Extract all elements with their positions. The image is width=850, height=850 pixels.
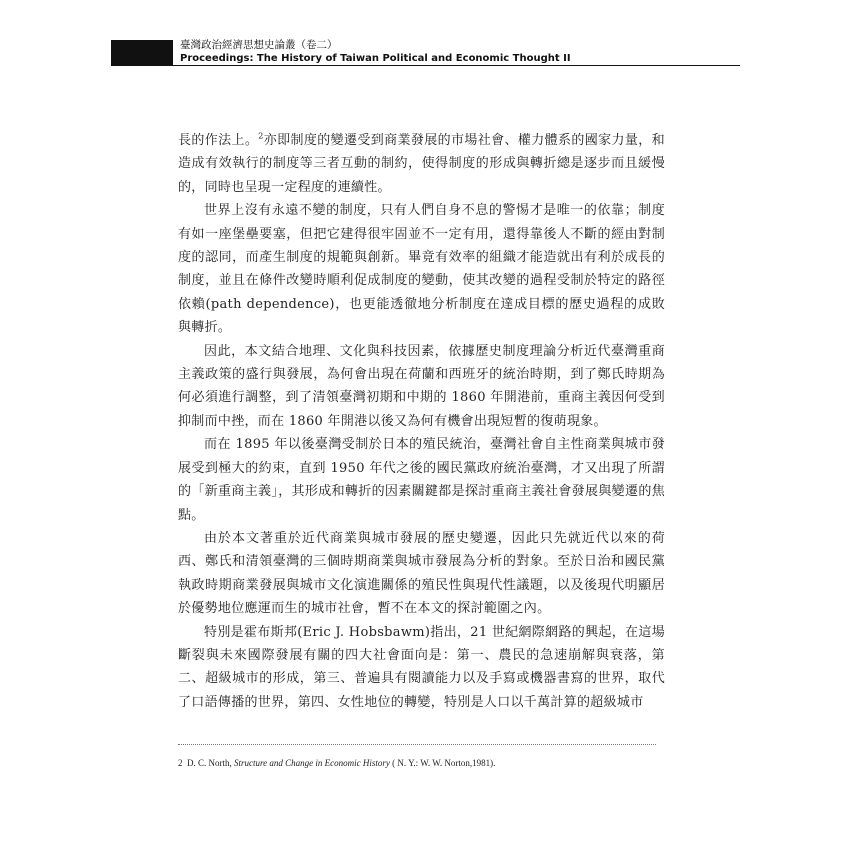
footnote-ref[interactable]: 2	[258, 131, 264, 141]
paragraph-1-start: 長的作法上。	[178, 133, 259, 148]
footnote	[178, 757, 678, 769]
paragraph-1-rest: 亦即制度的變遷受到商業發展的市場社會、權力體系的國家力量，和造成有效執行的制度等三者互動的制約，使得制度的形成與轉折總是逐步而且緩慢的，同時也呈現一定程度的連續性。	[178, 133, 665, 195]
footnote-separator	[178, 744, 656, 745]
footnote-book-title: Structure and Change in Economic History	[234, 758, 390, 768]
paragraph-4: 而在 1895 年以後臺灣受制於日本的殖民統治，臺灣社會自主性商業與城市發展受到極大的約束，直到 1950 年代之後的國民黨政府統治臺灣，才又出現了所謂的「新重商主義」，其形成和轉折的因素關鍵都是探討重商主義社會發展與變遷的焦點。	[178, 437, 665, 523]
header-title-en: Proceedings: The History of Taiwan Political and Economic Thought II	[180, 53, 571, 64]
paragraph-5: 由於本文著重於近代商業與城市發展的歷史變遷，因此只先就近代以來的荷西、鄭氏和清領臺灣的三個時期商業與城市發展為分析的對象。至於日治和國民黨執政時期商業發展與城市文化演進關係的殖民性與現代性議題，以及後現代明顯居於優勢地位應運而生的城市社會，暫不在本文的探討範圍之內。	[178, 530, 665, 617]
paragraph-3: 因此，本文結合地理、文化與科技因素，依據歷史制度理論分析近代臺灣重商主義政策的盛行與發展，為何會出現在荷蘭和西班牙的統治時期，到了鄭氏時期為何必須進行調整，到了清領臺灣初期和中期的 1860 年開港前，重商主義因何受到抑制而中挫，而在 1860 年開港以後又為何有機會出現短暫的復萌現象。	[178, 343, 665, 429]
paragraph-6: 特別是霍布斯邦(Eric J. Hobsbawm)指出，21 世紀網際網路的興起，在這場斷裂與未來國際發展有關的四大社會面向是：第一、農民的急速崩解與衰落，第二、超級城市的形成，第三、普遍具有閱讀能力以及手寫或機器書寫的世界，取代了口語傳播的世界，第四、女性地位的轉變，特別是人口以千萬計算的超級城市	[178, 624, 665, 710]
header-rule	[111, 65, 740, 66]
paragraph-1	[178, 129, 665, 199]
header-title-zh: 臺灣政治經濟思想史論叢（卷二）	[180, 39, 338, 51]
main-text	[178, 129, 665, 714]
running-header	[180, 38, 571, 66]
paragraph-2: 世界上沒有永遠不變的制度，只有人們自身不息的警惕才是唯一的依靠；制度有如一座堡壘要塞，但把它建得很牢固並不一定有用，還得靠後人不斷的經由對制度的認同，而產生制度的規範與創新。畢竟有效率的組織才能造就出有利於成長的制度，並且在條件改變時順利促成制度的變動，使其改變的過程受制於特定的路徑依賴(path dependence)，也更能透徹地分析制度在達成目標的歷史過程的成敗與轉折。	[178, 203, 665, 336]
footnote-publication: ( N. Y.: W. W. Norton,1981).	[389, 758, 496, 768]
footnote-number: 2	[178, 758, 183, 768]
header-black-block	[111, 40, 173, 65]
footnote-author: D. C. North,	[187, 758, 234, 768]
